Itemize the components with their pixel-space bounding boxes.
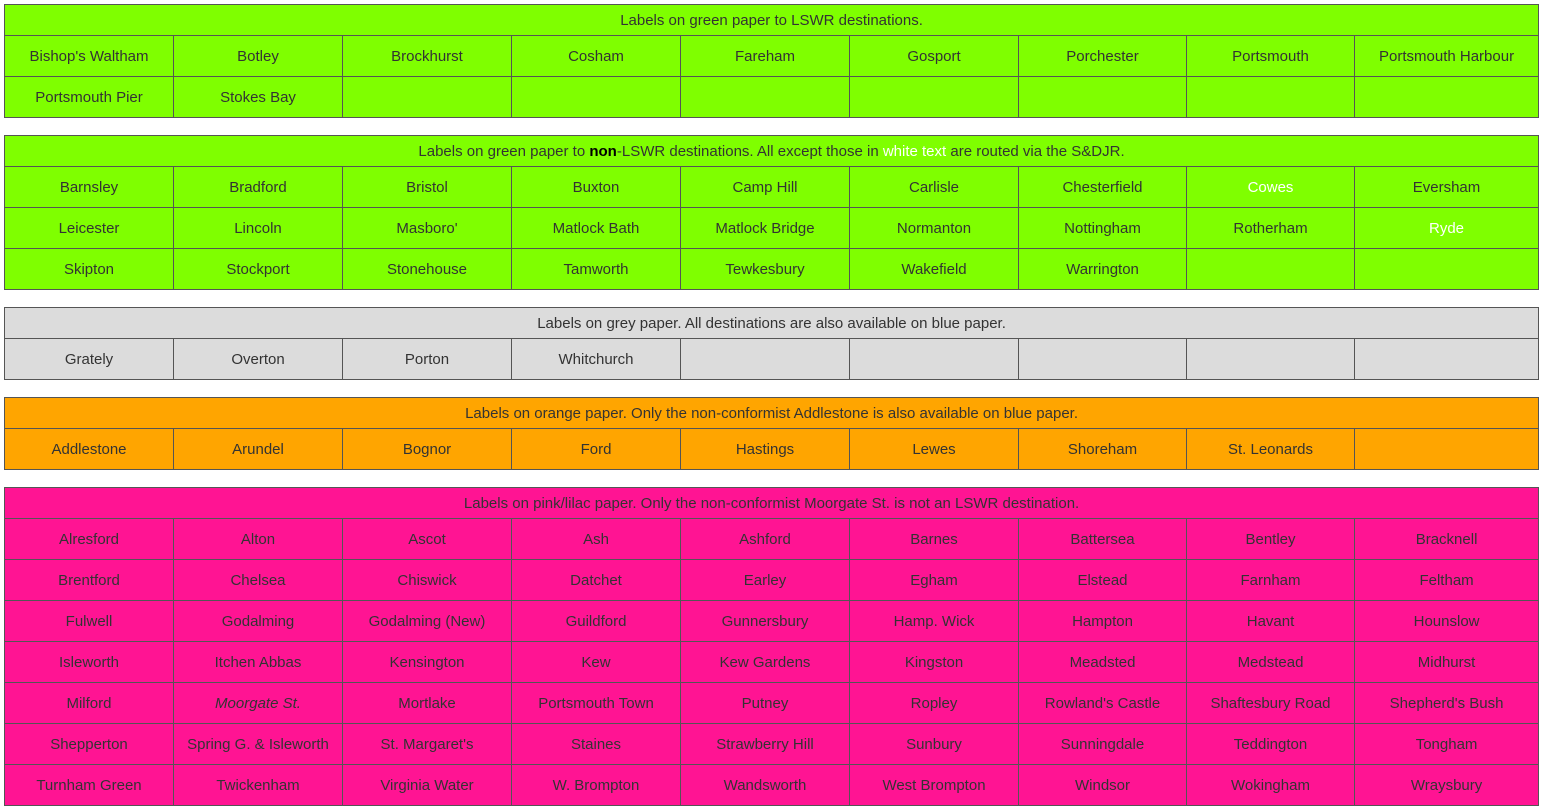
destination-cell: Buxton <box>512 167 681 208</box>
empty-cell <box>1355 77 1539 118</box>
destination-cell: Barnsley <box>5 167 174 208</box>
destination-cell: Portsmouth Town <box>512 683 681 724</box>
destination-cell: Wraysbury <box>1355 765 1539 806</box>
destination-cell: Shaftesbury Road <box>1187 683 1355 724</box>
destination-cell: Portsmouth <box>1187 36 1355 77</box>
destination-cell: Kensington <box>343 642 512 683</box>
destination-cell: Alresford <box>5 519 174 560</box>
destination-cell: Alton <box>174 519 343 560</box>
destination-cell: Arundel <box>174 429 343 470</box>
empty-cell <box>1355 339 1539 380</box>
table-pink <box>4 487 1539 806</box>
destination-cell: Shepherd's Bush <box>1355 683 1539 724</box>
destination-cell: Fulwell <box>5 601 174 642</box>
destination-cell: Brentford <box>5 560 174 601</box>
destination-cell: Grately <box>5 339 174 380</box>
destination-cell: Ford <box>512 429 681 470</box>
caption-segment: are routed via the S&DJR. <box>946 142 1125 160</box>
destination-cell: Whitchurch <box>512 339 681 380</box>
destination-cell: Godalming <box>174 601 343 642</box>
destination-cell: Sunbury <box>850 724 1019 765</box>
destination-cell: Battersea <box>1019 519 1187 560</box>
destination-cell: Normanton <box>850 208 1019 249</box>
destination-cell: Lincoln <box>174 208 343 249</box>
table-caption <box>5 308 1539 339</box>
table-row <box>5 642 1539 683</box>
destination-cell: Bracknell <box>1355 519 1539 560</box>
empty-cell <box>343 77 512 118</box>
destination-cell: Brockhurst <box>343 36 512 77</box>
destination-cell: Wakefield <box>850 249 1019 290</box>
destination-cell: Guildford <box>512 601 681 642</box>
destination-cell: Rotherham <box>1187 208 1355 249</box>
empty-cell <box>1355 249 1539 290</box>
destination-cell: W. Brompton <box>512 765 681 806</box>
table-row <box>5 765 1539 806</box>
table-row <box>5 724 1539 765</box>
caption-segment: -LSWR destinations. All except those in <box>616 142 883 160</box>
destination-cell: Chelsea <box>174 560 343 601</box>
table-orange <box>4 397 1539 470</box>
destination-cell: Tongham <box>1355 724 1539 765</box>
destination-cell: Havant <box>1187 601 1355 642</box>
destination-cell: Bognor <box>343 429 512 470</box>
destination-cell: Isleworth <box>5 642 174 683</box>
destination-cell: Masboro' <box>343 208 512 249</box>
destination-cell: Feltham <box>1355 560 1539 601</box>
destination-cell: Ashford <box>681 519 850 560</box>
destination-cell: Ryde <box>1355 208 1539 249</box>
destination-cell: Ash <box>512 519 681 560</box>
destination-cell: Wokingham <box>1187 765 1355 806</box>
caption-segment: white text <box>882 142 947 160</box>
caption-segment: Labels on grey paper. All destinations are also available on blue paper. <box>537 314 1006 332</box>
destination-cell: Fareham <box>681 36 850 77</box>
destination-cell: West Brompton <box>850 765 1019 806</box>
destination-cell: Gunnersbury <box>681 601 850 642</box>
destination-cell: Bentley <box>1187 519 1355 560</box>
table-row <box>5 560 1539 601</box>
destination-cell: Cowes <box>1187 167 1355 208</box>
destination-cell: Addlestone <box>5 429 174 470</box>
destination-cell: Hounslow <box>1355 601 1539 642</box>
destination-cell: Hamp. Wick <box>850 601 1019 642</box>
table-row <box>5 519 1539 560</box>
destination-cell: Putney <box>681 683 850 724</box>
destination-cell: Staines <box>512 724 681 765</box>
destination-cell: Milford <box>5 683 174 724</box>
destination-cell: Ascot <box>343 519 512 560</box>
destination-cell: Cosham <box>512 36 681 77</box>
destination-cell: Barnes <box>850 519 1019 560</box>
destination-cell: Stonehouse <box>343 249 512 290</box>
table-row <box>5 249 1539 290</box>
destination-cell: Godalming (New) <box>343 601 512 642</box>
table-caption <box>5 398 1539 429</box>
destination-cell: Strawberry Hill <box>681 724 850 765</box>
empty-cell <box>1019 77 1187 118</box>
destination-cell: Skipton <box>5 249 174 290</box>
destination-cell: Windsor <box>1019 765 1187 806</box>
destination-cell: Leicester <box>5 208 174 249</box>
caption-segment: Labels on orange paper. Only the non-conformist Addlestone is also available on blue paper. <box>465 404 1078 422</box>
table-row <box>5 208 1539 249</box>
destination-cell: Earley <box>681 560 850 601</box>
destination-cell: Midhurst <box>1355 642 1539 683</box>
table-row <box>5 683 1539 724</box>
destination-cell: Itchen Abbas <box>174 642 343 683</box>
destination-cell: Lewes <box>850 429 1019 470</box>
destination-cell: Chiswick <box>343 560 512 601</box>
caption-segment: non <box>589 142 617 160</box>
destination-cell: Warrington <box>1019 249 1187 290</box>
empty-cell <box>681 77 850 118</box>
table-non-lswr-green <box>4 135 1539 290</box>
destination-cell: Stockport <box>174 249 343 290</box>
table-grey <box>4 307 1539 380</box>
destination-cell: Sunningdale <box>1019 724 1187 765</box>
table-row <box>5 167 1539 208</box>
destination-cell: Shepperton <box>5 724 174 765</box>
table-lswr-green <box>4 4 1539 118</box>
destination-cell: Mortlake <box>343 683 512 724</box>
destination-cell: Virginia Water <box>343 765 512 806</box>
destination-cell: Rowland's Castle <box>1019 683 1187 724</box>
table-row <box>5 339 1539 380</box>
destination-cell: Hampton <box>1019 601 1187 642</box>
destination-cell: Porton <box>343 339 512 380</box>
destination-cell: Bristol <box>343 167 512 208</box>
empty-cell <box>1187 339 1355 380</box>
destination-cell: Kew <box>512 642 681 683</box>
empty-cell <box>1187 77 1355 118</box>
table-caption <box>5 5 1539 36</box>
table-caption <box>5 488 1539 519</box>
destination-cell: Meadsted <box>1019 642 1187 683</box>
destination-cell: Overton <box>174 339 343 380</box>
destination-cell: Chesterfield <box>1019 167 1187 208</box>
destination-cell: Portsmouth Harbour <box>1355 36 1539 77</box>
destination-cell: Porchester <box>1019 36 1187 77</box>
empty-cell <box>512 77 681 118</box>
caption-segment: Labels on green paper to LSWR destinations. <box>620 11 923 29</box>
destination-cell: Stokes Bay <box>174 77 343 118</box>
destination-cell: Egham <box>850 560 1019 601</box>
destination-cell: Botley <box>174 36 343 77</box>
destination-cell: Medstead <box>1187 642 1355 683</box>
destination-cell: Turnham Green <box>5 765 174 806</box>
destination-cell: St. Leonards <box>1187 429 1355 470</box>
destination-cell: Moorgate St. <box>174 683 343 724</box>
destination-cell: Shoreham <box>1019 429 1187 470</box>
destination-cell: Nottingham <box>1019 208 1187 249</box>
destination-cell: St. Margaret's <box>343 724 512 765</box>
destination-cell: Twickenham <box>174 765 343 806</box>
destination-cell: Farnham <box>1187 560 1355 601</box>
destination-cell: Bishop's Waltham <box>5 36 174 77</box>
caption-segment: Labels on green paper to <box>418 142 590 160</box>
destination-cell: Portsmouth Pier <box>5 77 174 118</box>
table-row <box>5 601 1539 642</box>
destination-cell: Kingston <box>850 642 1019 683</box>
destination-cell: Ropley <box>850 683 1019 724</box>
destination-cell: Matlock Bath <box>512 208 681 249</box>
empty-cell <box>1187 249 1355 290</box>
table-caption <box>5 136 1539 167</box>
empty-cell <box>850 339 1019 380</box>
table-row <box>5 429 1539 470</box>
destination-cell: Gosport <box>850 36 1019 77</box>
destination-cell: Tewkesbury <box>681 249 850 290</box>
destination-cell: Spring G. & Isleworth <box>174 724 343 765</box>
destination-cell: Carlisle <box>850 167 1019 208</box>
empty-cell <box>1019 339 1187 380</box>
caption-segment: Labels on pink/lilac paper. Only the non-conformist Moorgate St. is not an LSWR destination. <box>463 494 1080 512</box>
destination-cell: Matlock Bridge <box>681 208 850 249</box>
destination-cell: Elstead <box>1019 560 1187 601</box>
destination-cell: Kew Gardens <box>681 642 850 683</box>
destination-cell: Teddington <box>1187 724 1355 765</box>
destination-cell: Eversham <box>1355 167 1539 208</box>
destination-cell: Tamworth <box>512 249 681 290</box>
destination-cell: Hastings <box>681 429 850 470</box>
empty-cell <box>681 339 850 380</box>
destination-cell: Bradford <box>174 167 343 208</box>
empty-cell <box>850 77 1019 118</box>
table-row <box>5 77 1539 118</box>
empty-cell <box>1355 429 1539 470</box>
destination-cell: Wandsworth <box>681 765 850 806</box>
destination-cell: Datchet <box>512 560 681 601</box>
table-row <box>5 36 1539 77</box>
destination-cell: Camp Hill <box>681 167 850 208</box>
